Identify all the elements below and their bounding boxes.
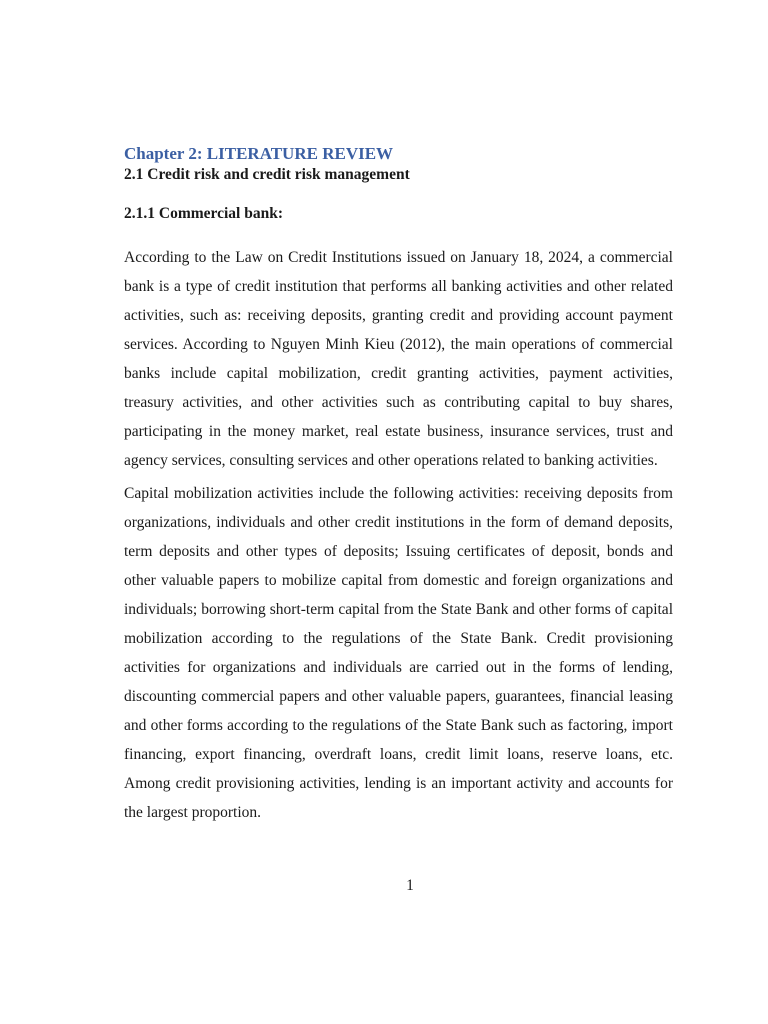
page-number: 1: [406, 877, 414, 894]
body-paragraph: According to the Law on Credit Institutions issued on January 18, 2024, a commercial bank is a type of credit institution that performs all banking activities and other related activities, such as: receiving deposits, granting credit and providing account payment services. According to Nguyen Minh Kieu (2012), the main operations of commercial banks include capital mobilization, credit granting activities, payment activities, treasury activities, and other activities such as contributing capital to buy shares, participating in the money market, real estate business, insurance services, trust and agency services, consulting services and other operations related to banking activities.: [124, 249, 673, 469]
document-page: [124, 143, 673, 827]
subsection-title: 2.1.1 Commercial bank:: [124, 205, 284, 222]
body-paragraph: Capital mobilization activities include the following activities: receiving deposits from organizations, individuals and other credit institutions in the form of demand deposits, term deposits and other types of deposits; Issuing certificates of deposit, bonds and other valuable papers to mobilize capital from domestic and foreign organizations and individuals; borrowing short-term capital from the State Bank and other forms of capital mobilization according to the regulations of the State Bank. Credit provisioning activities for organizations and individuals are carried out in the forms of lending, discounting commercial papers and other valuable papers, guarantees, financial leasing and other forms according to the regulations of the State Bank such as factoring, import financing, export financing, overdraft loans, credit limit loans, reserve loans, etc. Among credit provisioning activities, lending is an important activity and accounts for the largest proportion.: [124, 485, 673, 821]
section-title: 2.1 Credit risk and credit risk management: [124, 166, 410, 183]
chapter-title: Chapter 2: LITERATURE REVIEW: [124, 144, 394, 163]
